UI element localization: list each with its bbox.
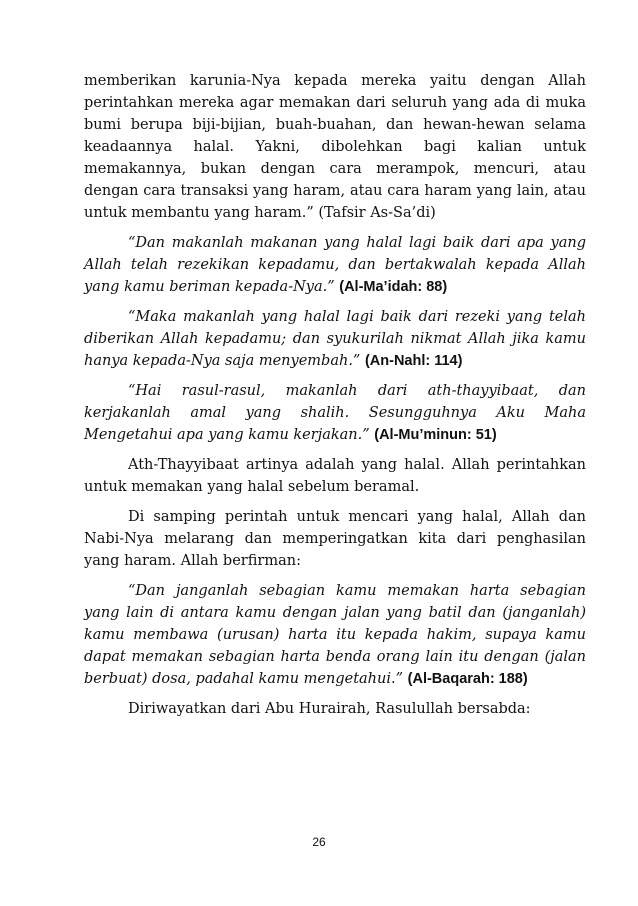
quote-reference: (Al-Baqarah: 188) xyxy=(407,671,528,687)
quote-reference: (An-Nahl: 114) xyxy=(364,353,463,369)
page-body xyxy=(84,70,586,830)
quote-text: “Maka makanlah yang halal lagi baik dari rezeki yang telah diberikan Allah kepadamu; dan syukurilah nikmat Allah jika kamu hanya kepada-Nya saja menyembah.” xyxy=(84,309,586,369)
paragraph-quote-al-maidah xyxy=(84,232,586,298)
paragraph-quote-an-nahl xyxy=(84,306,586,372)
paragraph-thayyibaat: Ath-Thayyibaat artinya adalah yang halal. Allah perintahkan untuk memakan yang halal sebelum beramal. xyxy=(84,457,586,495)
paragraph-prohibition: Di samping perintah untuk mencari yang halal, Allah dan Nabi-Nya melarang dan memperingatkan kita dari penghasilan yang haram. Allah berfirman: xyxy=(84,509,586,569)
paragraph-quote-al-muminun xyxy=(84,380,586,446)
quote-text: “Hai rasul-rasul, makanlah dari ath-thayyibaat, dan kerjakanlah amal yang shalih. Sesungguhnya Aku Maha Mengetahui apa yang kamu kerjakan.” xyxy=(84,383,586,443)
quote-text: “Dan janganlah sebagian kamu memakan harta sebagian yang lain di antara kamu dengan jalan yang batil dan (janganlah) kamu membawa (urusan) harta itu kepada hakim, supaya kamu dapat memakan sebagian harta benda orang lain itu dengan (jalan berbuat) dosa, padahal kamu mengetahui.” xyxy=(84,583,586,687)
paragraph-quote-al-baqarah xyxy=(84,580,586,690)
page-number: 26 xyxy=(312,835,326,849)
paragraph-hadith-intro: Diriwayatkan dari Abu Hurairah, Rasulullah bersabda: xyxy=(128,701,531,717)
quote-reference: (Al-Ma’idah: 88) xyxy=(339,279,448,295)
quote-reference: (Al-Mu’minun: 51) xyxy=(374,427,497,443)
paragraph-tafsir: memberikan karunia-Nya kepada mereka yaitu dengan Allah perintahkan mereka agar memakan dari seluruh yang ada di muka bumi berupa biji-bijian, buah-buahan, dan hewan-hewan selama keadaannya halal. Yakni, dibolehkan bagi kalian untuk memakannya, bukan dengan cara merampok, mencuri, atau dengan cara transaksi yang haram, atau cara haram yang lain, atau untuk membantu yang haram.” (Tafsir As-Sa’di) xyxy=(84,73,586,221)
quote-text: “Dan makanlah makanan yang halal lagi baik dari apa yang Allah telah rezekikan kepadamu, dan bertakwalah kepada Allah yang kamu beriman kepada-Nya.” xyxy=(84,235,586,295)
